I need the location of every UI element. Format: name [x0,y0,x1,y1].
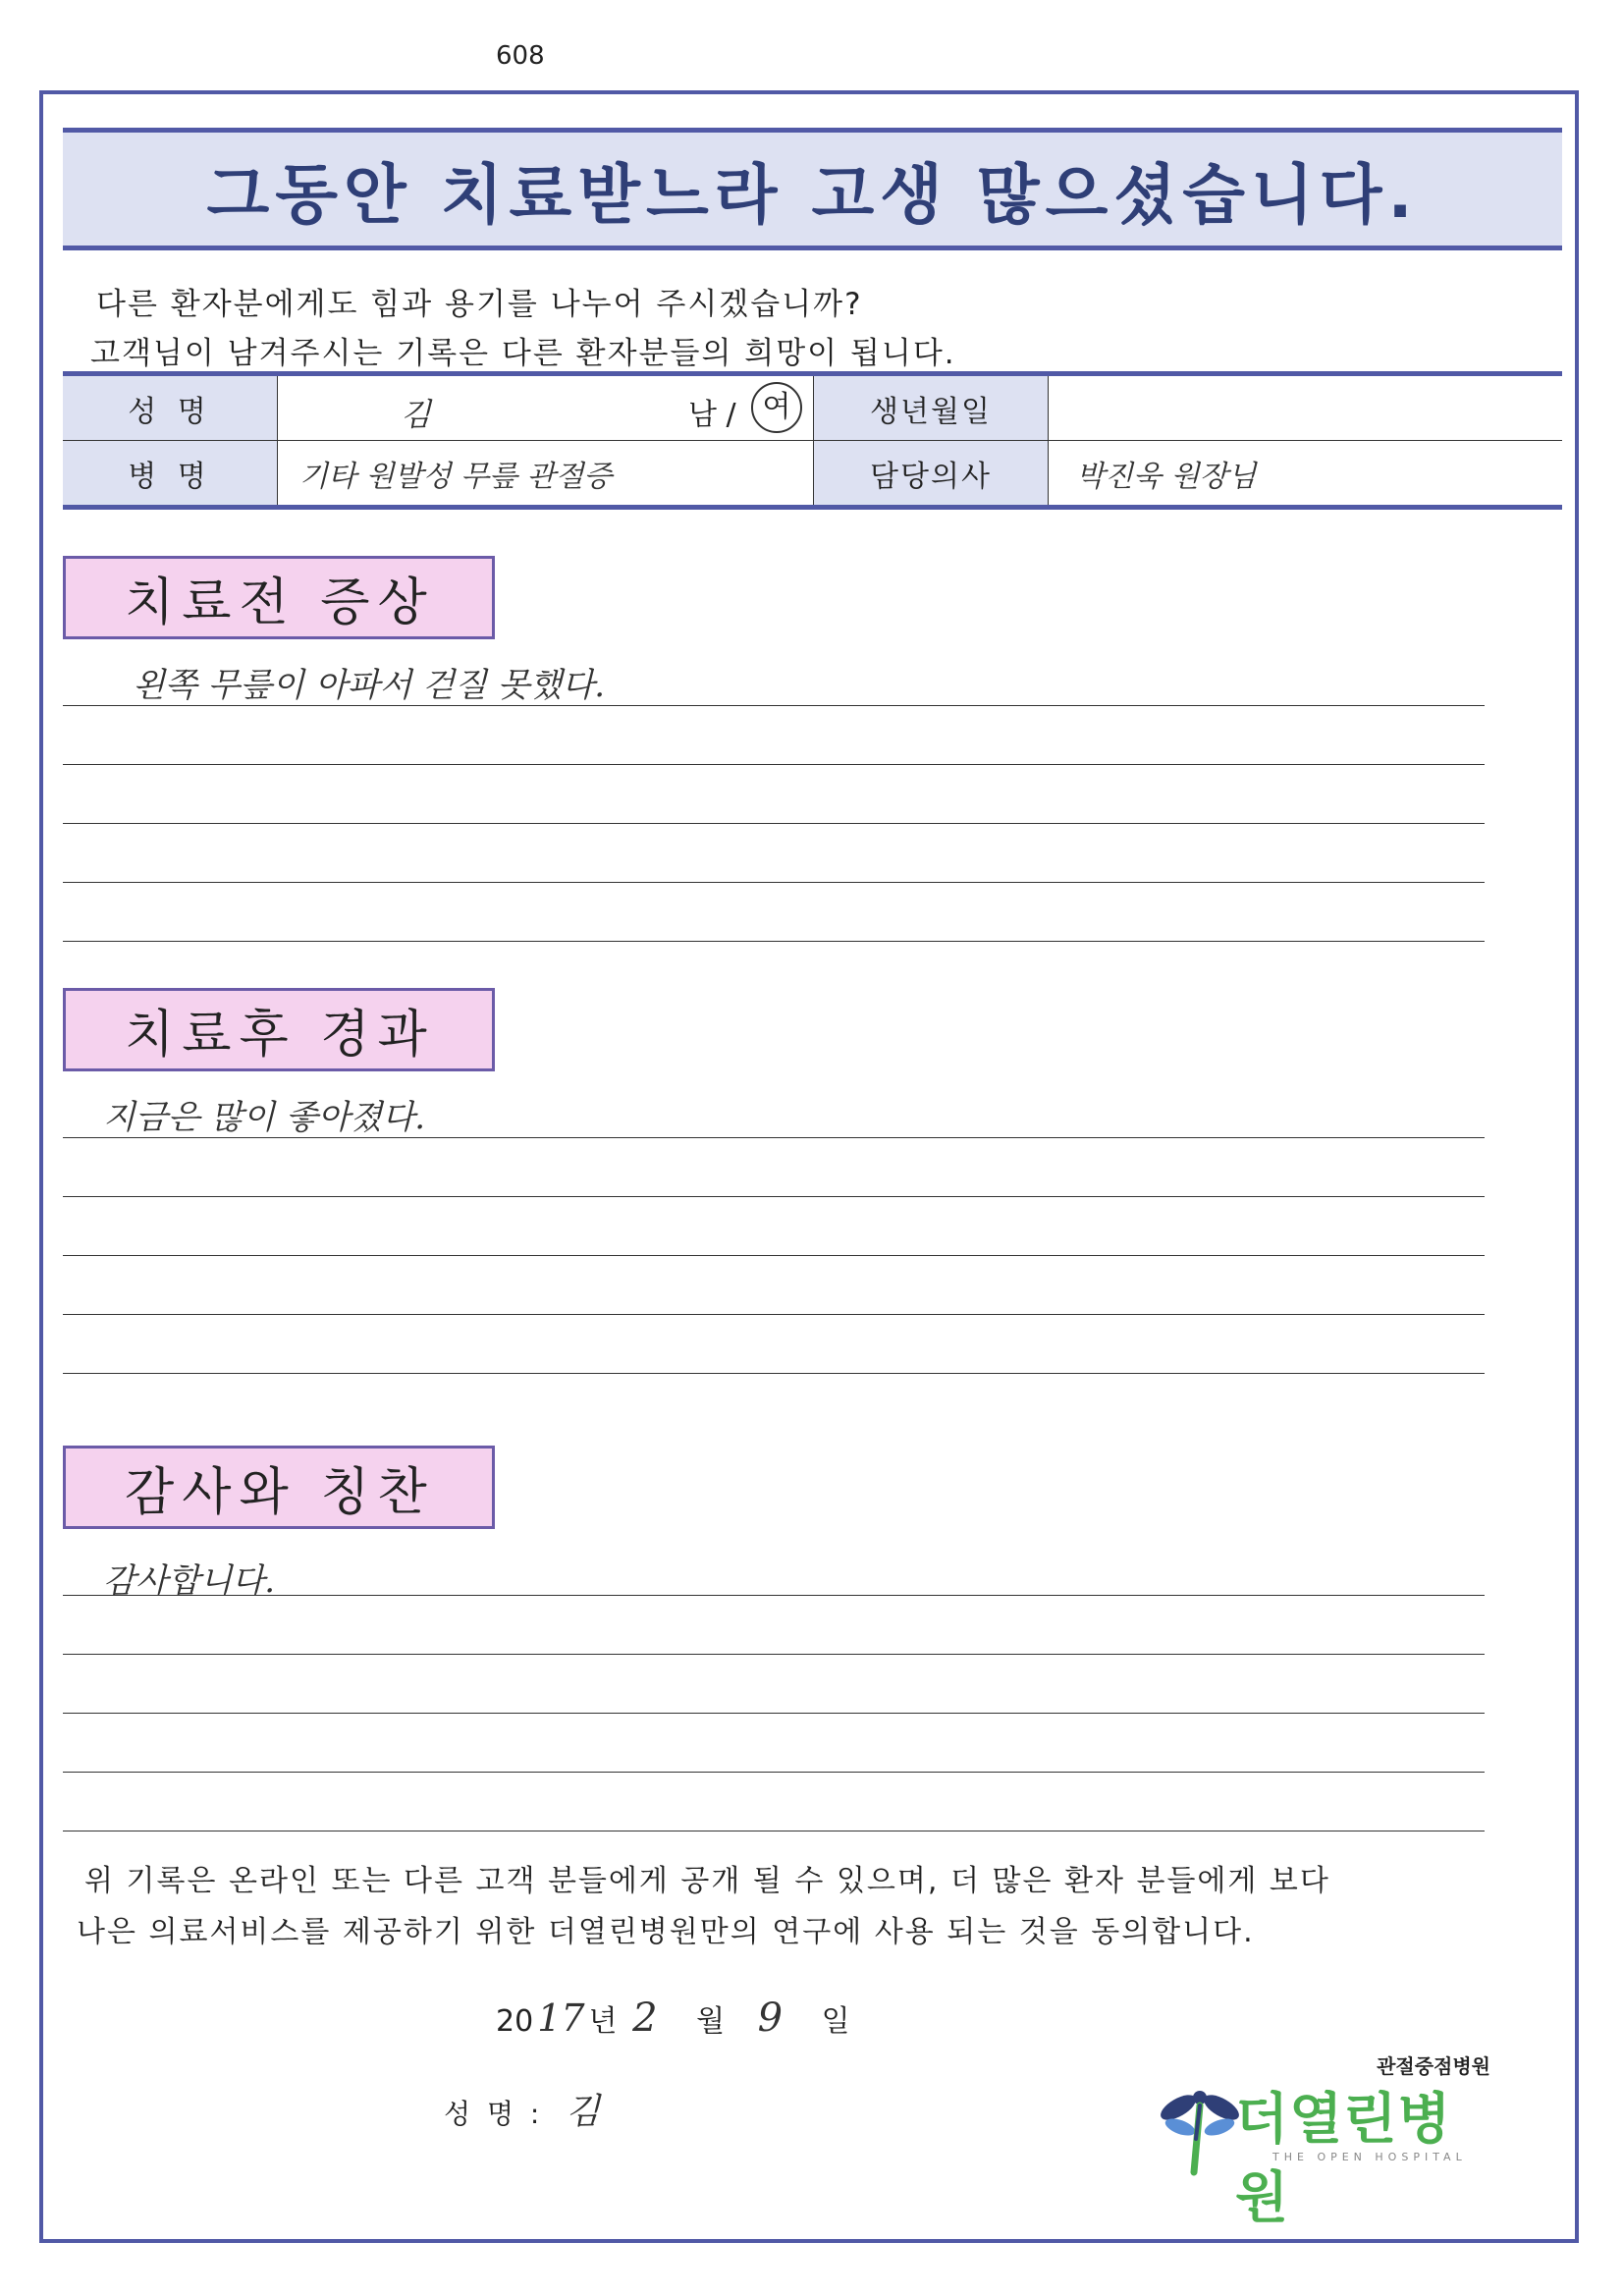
birth-label: 생년월일 [814,374,1049,441]
section-after-treatment [63,988,495,1071]
section-title: 감사와 칭찬 [125,1463,435,1522]
date-month-label: 월 [696,2004,726,2039]
section-before-treatment [63,556,495,639]
sex-selected: 여 [751,382,802,433]
writing-line [63,705,1485,706]
name-cell [278,374,814,441]
before-treatment-text: 왼쪽 무릎이 아파서 걷질 못했다. [133,666,606,705]
name-label: 성 명 [63,374,278,441]
logo-name: 더열린병원 [1235,2088,1452,2230]
intro-line-1: 다른 환자분에게도 힘과 용기를 나누어 주시겠습니까? [96,287,863,322]
agreement-line-1: 위 기록은 온라인 또는 다른 고객 분들에게 공개 될 수 있으며, 더 많은 환자 분들에게 보다 [84,1864,1330,1898]
disease-label: 병 명 [63,441,278,508]
hospital-logo [1157,2050,1490,2230]
date-year-label: 년 [588,2004,618,2039]
writing-line [63,1713,1485,1714]
writing-line [63,1255,1485,1256]
disease-value: 기타 원발성 무릎 관절증 [278,441,814,508]
writing-line [63,882,1485,883]
logo-english: THE OPEN HOSPITAL [1272,2151,1467,2163]
signature-row [444,2084,604,2134]
after-treatment-text: 지금은 많이 좋아졌다. [103,1098,426,1137]
section-title: 치료후 경과 [125,1006,435,1065]
writing-line [63,823,1485,824]
signature-label: 성 명 : [444,2098,544,2130]
section-title: 치료전 증상 [125,574,435,632]
writing-line [63,1196,1485,1197]
date-month: 2 [632,1995,658,2041]
name-value: 김 [401,396,431,433]
birth-value [1049,374,1563,441]
date-year: 17 [537,1996,585,2040]
date-row [496,1995,850,2041]
date-day: 9 [757,1995,784,2041]
page-number: 608 [496,41,545,71]
form-banner [63,128,1562,250]
writing-line [63,1137,1485,1138]
writing-line [63,764,1485,765]
date-century: 20 [496,2004,534,2039]
dragonfly-logo-icon [1157,2070,1245,2178]
writing-line [63,1654,1485,1655]
date-day-label: 일 [821,2004,850,2039]
form-title: 그동안 치료받느라 고생 많으셨습니다. [206,157,1419,233]
writing-line [63,1595,1485,1596]
section-thanks [63,1446,495,1529]
signature-value: 김 [566,2092,605,2132]
sex-label: 남 / [688,398,736,432]
thanks-text: 감사합니다. [103,1561,276,1601]
writing-line [63,1373,1485,1374]
agreement-line-2: 나은 의료서비스를 제공하기 위한 더열린병원만의 연구에 사용 되는 것을 동의합니다. [77,1915,1255,1949]
patient-info-table [63,371,1562,510]
doctor-value: 박진욱 원장님 [1049,441,1563,508]
writing-line [63,1772,1485,1773]
writing-line [63,1314,1485,1315]
doctor-label: 담당의사 [814,441,1049,508]
writing-line [63,941,1485,942]
intro-line-2: 고객님이 남겨주시는 기록은 다른 환자분들의 희망이 됩니다. [90,336,956,371]
logo-tagline: 관절중점병원 [1377,2054,1490,2078]
